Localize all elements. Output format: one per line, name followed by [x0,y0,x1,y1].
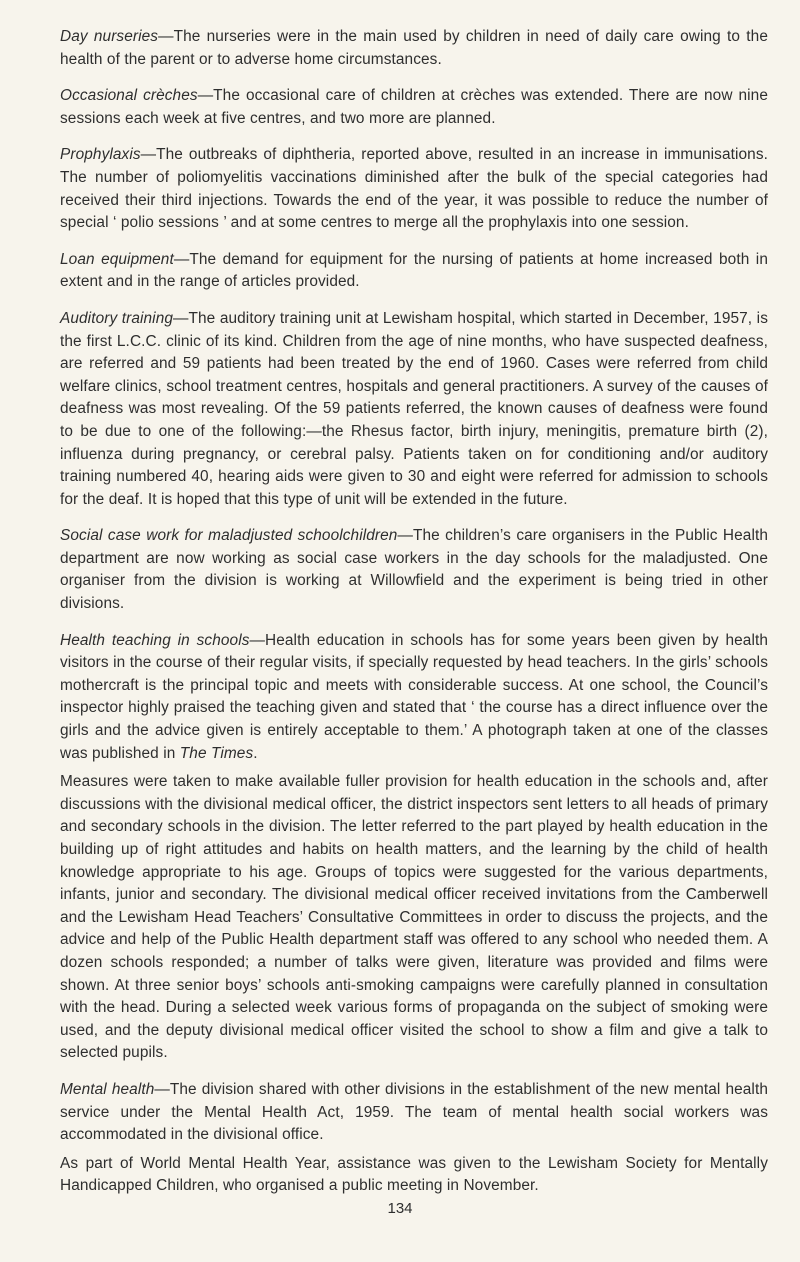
paragraph-text: —The nurseries were in the main used by children in need of daily care owing to the health of the parent or to adverse home circumstances. [60,28,768,68]
paragraph-heading: Auditory training [60,309,174,327]
paragraph-auditory-training [60,308,768,511]
paragraph-social-case-work [60,525,768,615]
paragraph-loan-equipment [60,249,768,294]
paragraph-heading: Day nurseries [60,28,159,45]
paragraph-prophylaxis [60,144,768,234]
paragraph-heading: Health teaching in schools [60,631,250,649]
paragraph-text: —The occasional care of children at crèches was extended. There are now nine sessions each week at five centres, and two more are planned. [60,87,769,127]
paragraph-heading: Loan equipment [60,250,174,268]
paragraph-world-mental-health-year [60,1153,768,1198]
paragraph-tail: . [253,744,258,762]
paragraph-text: As part of World Mental Health Year, assistance was given to the Lewisham Society for Mentally Handicapped Children, who organised a public meeting in November. [60,1154,768,1195]
paragraph-health-teaching [60,630,768,766]
paragraph-heading: Occasional crèches [60,87,198,105]
paragraph-text: —The children’s care organisers in the Public Health department are now working as social case workers in the day schools for the maladjusted. One organiser from the division is working at Willowfield and the experiment is being tried in other divisions. [60,527,768,613]
page-number: 134 [387,1200,413,1217]
paragraph-text: Measures were taken to make available fuller provision for health education in the schools and, after discussions with the divisional medical officer, the district inspectors sent letters to all heads of primary and secondary schools in the division. The letter referred to the part played by health education in the building up of right attitudes and habits on health matters, and the learning by the child of health knowledge appropriate to his age. Groups of topics were suggested for the various departments, infants, junior and secondary. The divisional medical officer received invitations from the Camberwell and the Lewisham Head Teachers’ Consultative Committees in order to discuss the projects, and the advice and help of the Public Health department staff was offered to any school who needed them. A dozen schools responded; a number of talks were given, literature was provided and films were shown. At three senior boys’ schools anti-smoking campaigns were carefully planned in consultation with the head. During a selected week various forms of propaganda on the subject of smoking were used, and the deputy divisional medical officer visited the school to show a film and give a talk to selected pupils. [60,773,768,1062]
publication-title: The Times [179,744,254,762]
paragraph-mental-health [60,1079,768,1147]
paragraph-day-nurseries [60,26,768,71]
paragraph-occasional-creches [60,85,768,130]
paragraph-heading: Mental health [60,1080,155,1098]
paragraph-heading: Prophylaxis [60,146,141,164]
paragraph-text: —Health education in schools has for some years been given by health visitors in the course of their regular visits, if specially requested by head teachers. In the girls’ schools mothercraft is the principal topic and meets with considerable success. At one school, the Council’s inspector highly praised the teaching given and stated that ‘ the course has a direct influence over the girls and the advice given is entirely acceptable to them.’ A photograph taken at one of the classes was published in [60,631,769,762]
paragraph-text: —The demand for equipment for the nursing of patients at home increased both in extent and in the range of articles provided. [60,250,768,291]
paragraph-text: —The outbreaks of diphtheria, reported above, resulted in an increase in immunisations. The number of poliomyelitis vaccinations diminished after the bulk of the special categories had received their third injections. Towards the end of the year, it was possible to reduce the number of special ‘ polio sessions ’ and at some centres to merge all the prophylaxis into one session. [60,146,768,232]
paragraph-heading: Social case work for maladjusted schoolchildren [60,527,398,545]
paragraph-text: —The division shared with other divisions in the establishment of the new mental health service under the Mental Health Act, 1959. The team of mental health social workers was accommodated in the divisional office. [60,1080,768,1144]
document-page [60,26,768,1198]
paragraph-text: —The auditory training unit at Lewisham hospital, which started in December, 1957, is the first L.C.C. clinic of its kind. Children from the age of nine months, who have suspected deafness, are referred and 59 patients had been treated by the end of 1960. Cases were referred from child welfare clinics, school treatment centres, hospitals and general practitioners. A survey of the causes of deafness was most revealing. Of the 59 patients referred, the known causes of deafness were found to be due to one of the following:—the Rhesus factor, birth injury, meningitis, premature birth (2), influenza during pregnancy, or cerebral palsy. Patients taken on for conditioning and/or auditory training numbered 40, hearing aids were given to 30 and eight were referred for admission to schools for the deaf. It is hoped that this type of unit will be extended in the future. [60,309,768,508]
paragraph-health-measures [60,771,768,1065]
